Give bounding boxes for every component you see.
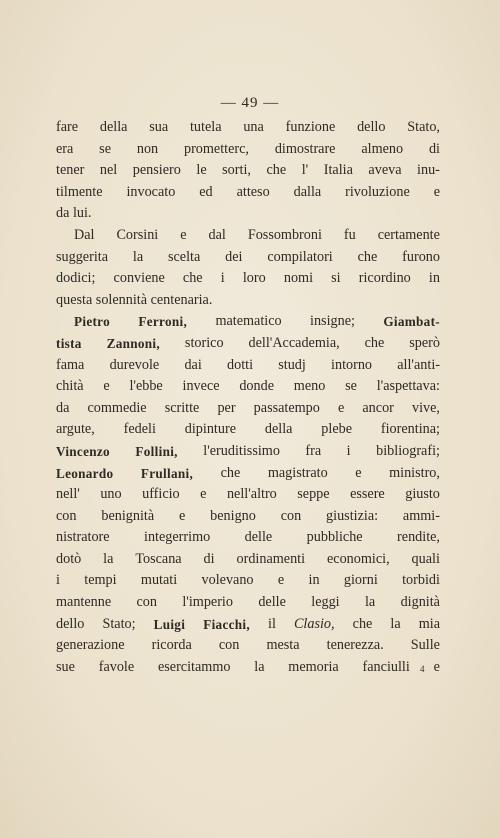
word: ministro, [389,464,440,481]
word: i [56,572,60,589]
word: favole [98,658,135,675]
word: non [136,140,159,157]
text-line [56,549,440,571]
word: dai [184,356,202,373]
body-text [56,117,440,678]
text-line [56,376,440,398]
word: storico [184,334,224,351]
word: l'imperio [182,594,233,611]
word: dotò [56,550,82,567]
word: Dal [74,226,95,243]
proper-name: Giambat- [383,314,440,330]
word: sperò [409,334,440,351]
word: Toscana [135,550,182,567]
text-line [56,570,440,592]
word: mutati [140,572,178,589]
word: esercitammo [157,658,231,675]
word: l' [301,162,309,179]
italic-word: Clasio, [293,615,335,632]
word: la [254,658,265,675]
word: dei [225,248,243,265]
word: con [56,507,77,524]
word: mantenne [56,594,112,611]
word: e [180,226,187,243]
word: delle [244,529,273,546]
word: in [308,572,320,589]
word: Fossombroni [247,226,322,243]
word: passatempo [253,399,320,416]
word: scelta [167,248,201,265]
text-line [56,247,440,269]
word: dignità [400,594,440,611]
word: si [331,270,341,287]
word: studj [278,356,306,373]
proper-name: tista [56,335,82,351]
word: con [218,637,240,654]
word: tenerezza. [326,637,384,654]
word: delle [258,594,286,611]
word: con [136,594,157,611]
word: che [220,464,241,481]
word: bibliografi; [376,442,440,459]
word: la [103,550,114,567]
word: la [364,594,376,611]
word: giorni [343,572,378,589]
word: commedie [87,399,147,416]
word: nell'altro [226,486,277,503]
text-line [56,614,440,636]
word: intorno [331,356,373,373]
word: Corsini [116,226,159,243]
word: e [433,183,440,200]
word: per [217,399,236,416]
word: chità [56,378,84,395]
word: plebe [321,421,353,438]
word: integerrimo [144,529,211,546]
word: dotti [227,356,254,373]
word: da [56,399,70,416]
word: fra [305,442,322,459]
word: nomi [283,270,314,287]
word: solennità [95,291,148,308]
word: benigno [210,507,256,524]
word: dello [357,119,386,135]
word: e [433,658,440,675]
word: che [357,248,378,265]
word: rivoluzione [345,183,410,200]
word: durevole [109,356,160,373]
text-line [56,592,440,614]
word: compilatori [267,248,333,265]
word: invece [182,378,220,395]
word: ed [199,183,213,200]
word: fu [343,226,356,243]
word: Italia [323,162,353,179]
word: fare [56,119,79,135]
word: la [132,248,144,265]
word: sua [149,119,169,135]
word: torbidi [402,572,440,589]
word: l'aspettava: [376,378,440,395]
word: tempi [84,572,117,589]
word: ricordino [358,270,411,287]
signature-mark: 4 [420,664,425,674]
proper-name: Leonardo [56,465,114,481]
word: fiorentina; [380,421,440,438]
word: Sulle [410,637,440,654]
word: i [220,270,225,287]
word: pubbliche [306,529,363,546]
word: e [337,399,345,416]
word: se [99,140,111,157]
word: l'ebbe [129,378,163,395]
proper-name: Follini, [135,443,178,459]
text-line [56,290,440,312]
word: con [280,507,302,524]
proper-name: Fiacchi, [203,616,250,632]
word: in [428,270,440,287]
word: dell'Accademia, [248,334,340,351]
word: l'eruditissimo [203,442,280,459]
text-line [56,311,440,333]
word: all'anti- [397,356,440,373]
word: una [243,119,264,135]
word: la [390,615,401,632]
word: atteso [236,183,270,200]
text-line [56,463,440,485]
word: ricorda [151,637,192,654]
text-line [56,203,440,225]
word: almeno [361,140,404,157]
text-line [56,441,440,463]
text-line [56,355,440,377]
word: magistrato [267,464,328,481]
word: essere [350,486,385,503]
text-line [56,657,440,679]
proper-name: Zannoni, [106,335,160,351]
word: inu- [417,162,440,179]
word: tutela [189,119,222,135]
word: e [103,378,110,395]
text-line [56,419,440,441]
word: donde [239,378,275,395]
word: meno [293,378,326,395]
word: e [200,486,207,503]
word: tilmente [56,183,103,200]
word: invocato [126,183,176,200]
word: Stato; [102,615,136,632]
word: le [196,162,207,179]
word: ordinamenti [236,550,306,567]
word: fama [56,356,85,373]
word: nistratore [56,529,110,546]
word: ancor [362,399,394,416]
word: aveva [368,162,402,179]
word: funzione [285,119,336,135]
word: ufficio [142,486,180,503]
word: sue [56,658,75,675]
text-line [56,333,440,355]
word: fedeli [123,421,156,438]
word: seppe [297,486,330,503]
text-line [56,182,440,204]
word: mesta [266,637,300,654]
text-line [56,268,440,290]
text-line [56,398,440,420]
word: da [56,205,70,222]
text-line [56,506,440,528]
word: di [203,550,215,567]
proper-name: Frullani, [140,465,194,481]
word: generazione [56,637,125,654]
word: volevano [201,572,254,589]
word: quali [411,550,440,567]
word: e [178,507,186,524]
word: che [266,162,287,179]
word: lui. [72,205,92,222]
word: matematico [215,313,282,330]
word: era [56,140,74,157]
word: conviene [113,270,165,287]
word: dipinture [184,421,236,438]
word: prometterc, [183,140,249,157]
word: centenaria. [150,291,213,308]
word: fanciulli [362,658,410,675]
word: nel [99,162,118,179]
word: sorti, [222,162,251,179]
proper-name: Ferroni, [138,314,188,330]
word: rendite, [397,529,440,546]
word: che [182,270,203,287]
word: che [364,334,385,351]
text-line [56,484,440,506]
word: furono [402,248,440,265]
word: nell' [56,486,80,503]
proper-name: Luigi [153,616,186,632]
word: insigne; [310,313,355,330]
word: pensiero [132,162,181,179]
proper-name: Pietro [74,314,110,330]
word: certamente [377,226,440,243]
word: suggerita [56,248,109,265]
word: dal [208,226,226,243]
word: benignità [101,507,155,524]
word: vive, [411,399,440,416]
text-line [56,117,440,139]
word: tener [56,162,85,179]
text-line [56,139,440,161]
word: giustizia: [326,507,379,524]
word: i [346,442,351,459]
word: giusto [405,486,440,503]
word: che [352,615,373,632]
word: argute, [56,421,95,438]
word: leggi [311,594,340,611]
word: ammi- [402,507,440,524]
word: della [99,119,128,135]
page-number: — 49 — [220,95,280,111]
word: scritte [164,399,200,416]
word: loro [242,270,266,287]
text-line [56,635,440,657]
word: il [268,615,276,632]
text-line [56,160,440,182]
word: mia [418,615,440,632]
word: economici, [326,550,390,567]
proper-name: Vincenzo [56,443,110,459]
word: dalla [293,183,322,200]
word: uno [100,486,122,503]
word: e [355,464,362,481]
word: dello [56,615,85,632]
word: di [428,140,440,157]
word: questa [56,291,93,308]
word: e [277,572,285,589]
word: se [345,378,357,395]
word: della [264,421,293,438]
word: memoria [288,658,339,675]
word: dodici; [56,270,96,287]
text-line [56,527,440,549]
text-line [56,225,440,247]
word: Stato, [407,119,440,135]
word: dimostrare [274,140,336,157]
